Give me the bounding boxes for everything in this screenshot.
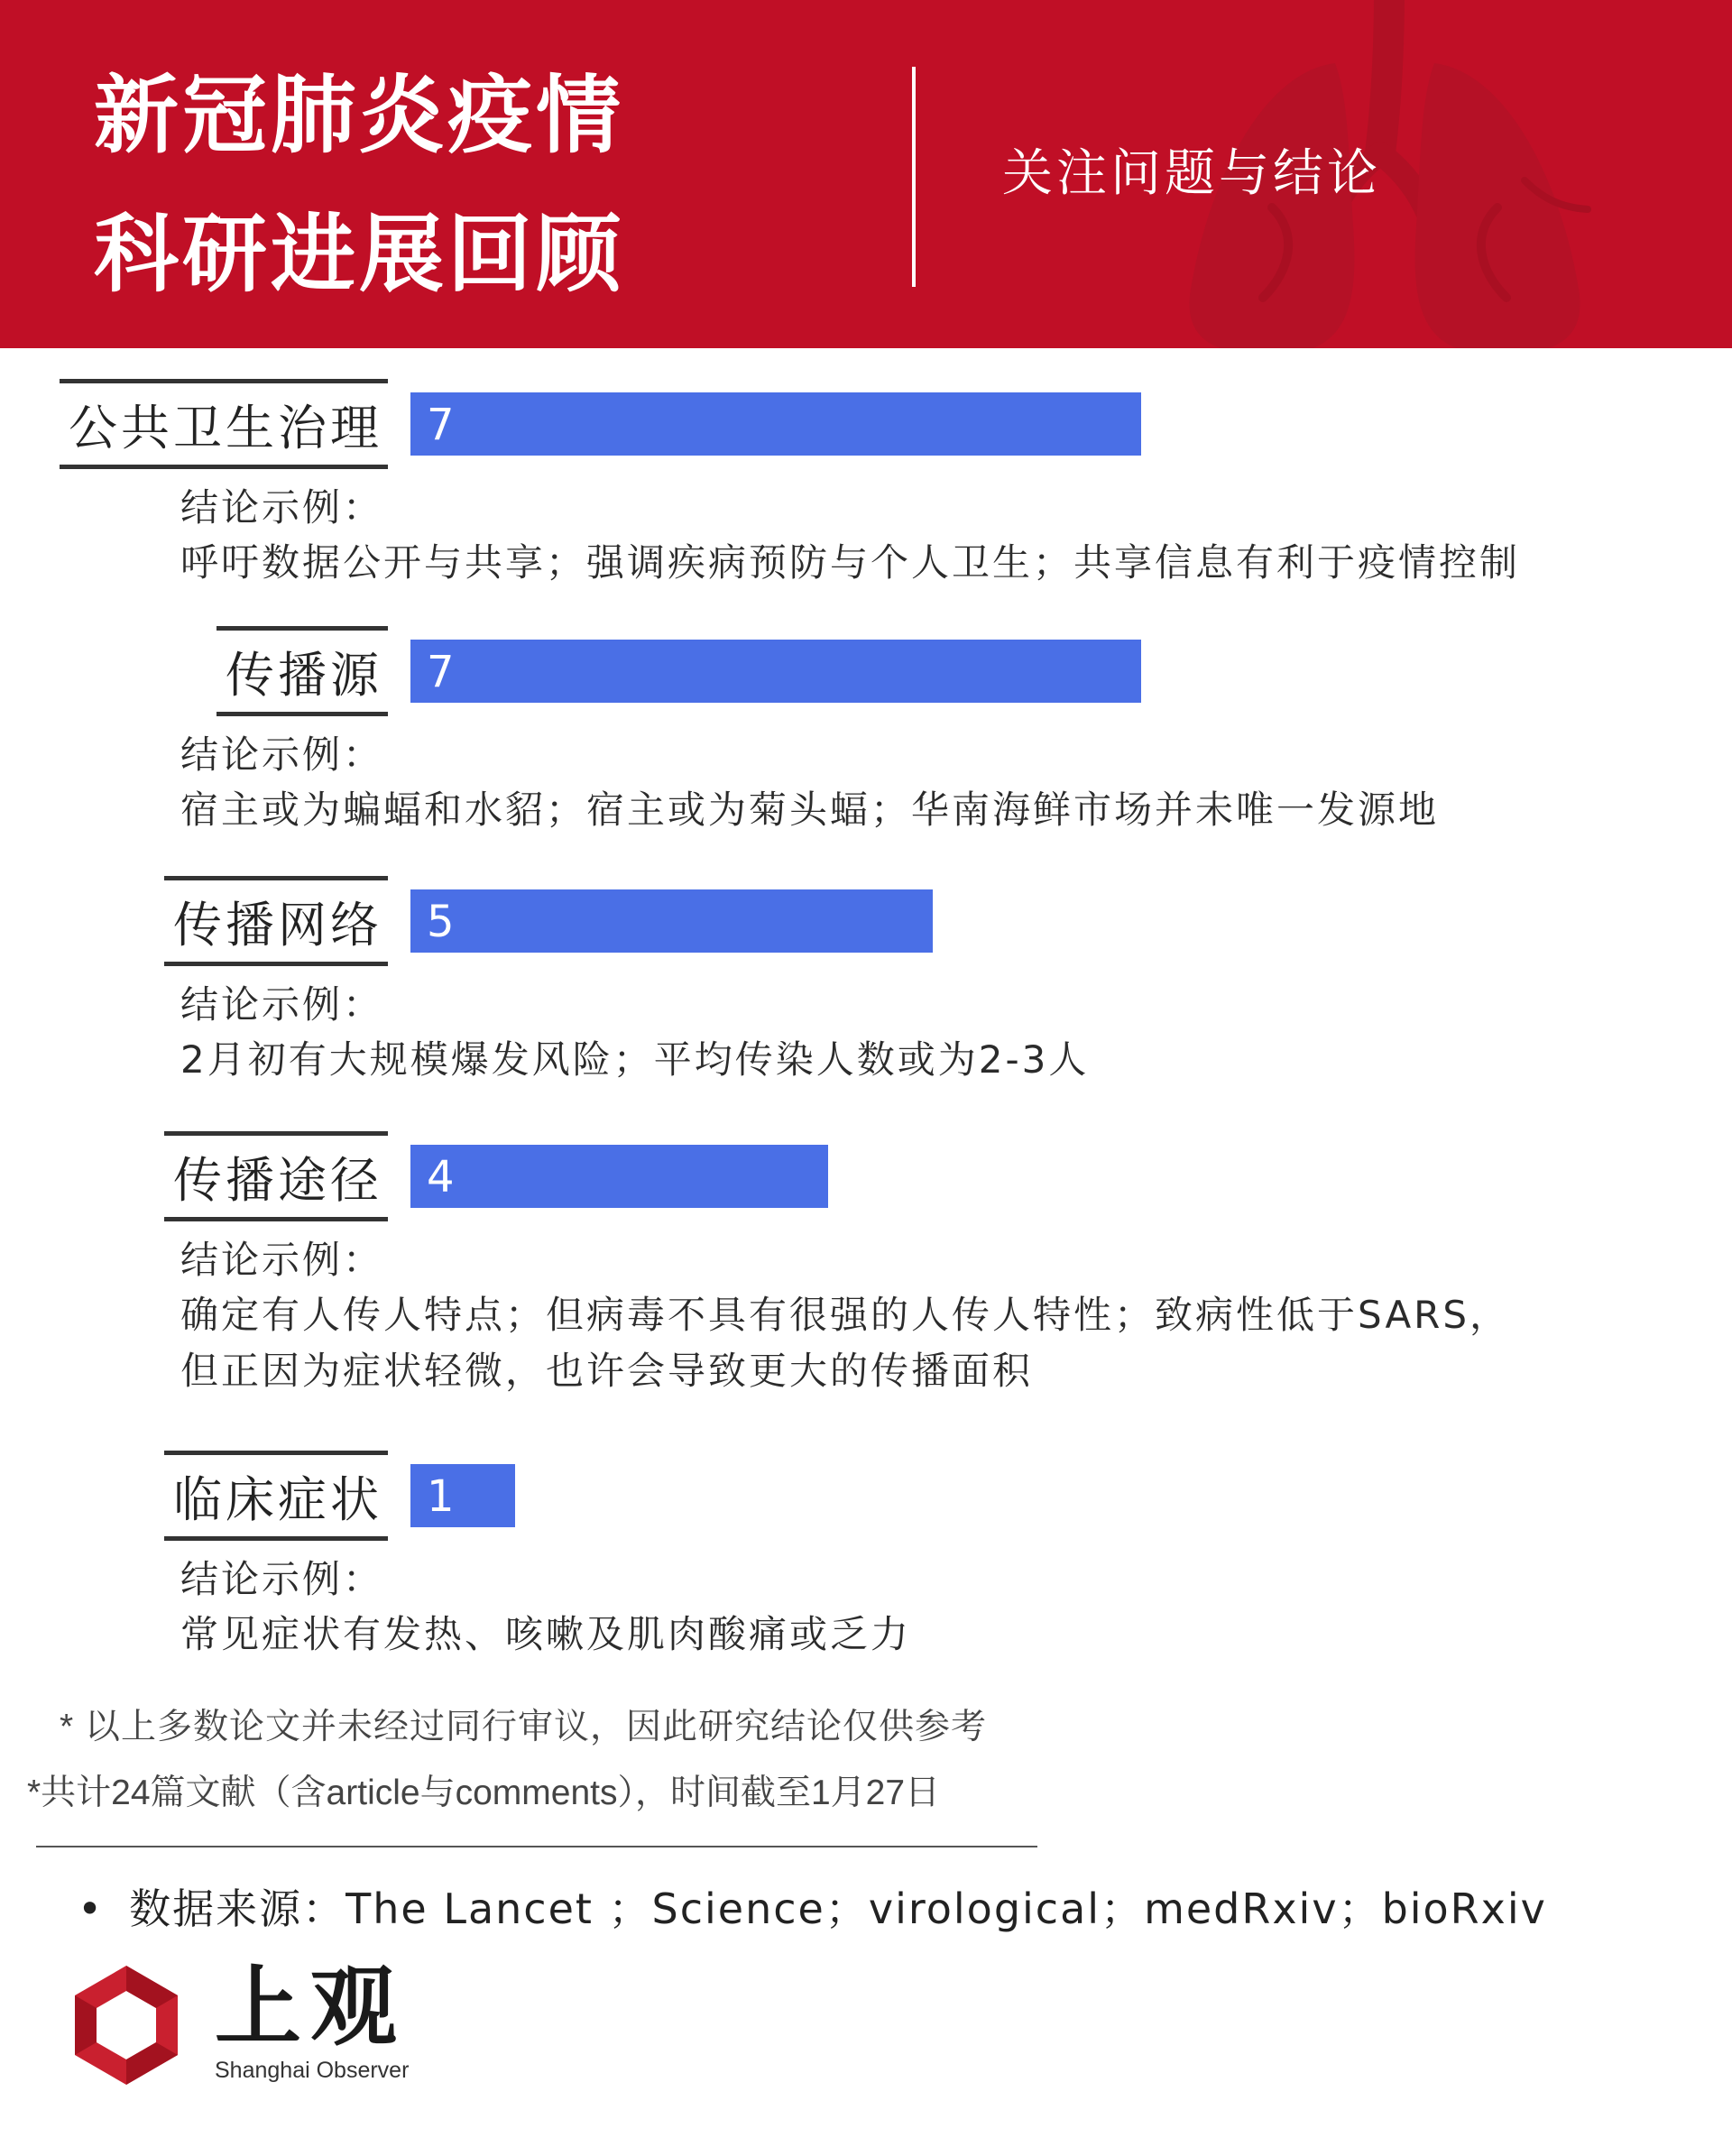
title-line-1: 新冠肺炎疫情 xyxy=(94,67,625,165)
example-heading: 结论示例： xyxy=(180,485,384,530)
bar-value-label: 4 xyxy=(427,1152,455,1202)
header-banner xyxy=(0,0,1732,348)
bar xyxy=(410,392,1141,456)
example-text: 但正因为症状轻微，也许会导致更大的传播面积 xyxy=(180,1349,1034,1393)
bar xyxy=(410,640,1141,703)
example-text: 2月初有大规模爆发风险；平均传染人数或为2-3人 xyxy=(180,1037,1090,1082)
bar-value-label: 7 xyxy=(427,400,455,450)
bar xyxy=(410,1145,828,1208)
category-label: 传播途径 xyxy=(164,1131,388,1221)
category-label: 公共卫生治理 xyxy=(60,379,388,469)
logo-mark-icon xyxy=(63,1962,189,2088)
header-subtitle: 关注问题与结论 xyxy=(1002,144,1381,203)
logo-english-text: Shanghai Observer xyxy=(215,2058,410,2083)
example-heading: 结论示例： xyxy=(180,982,384,1027)
peer-review-note: * 以上多数论文并未经过同行审议，因此研究结论仅供参考 xyxy=(60,1708,988,1746)
example-heading: 结论示例： xyxy=(180,732,384,777)
bar-value-label: 7 xyxy=(427,647,455,697)
category-label: 传播网络 xyxy=(164,876,388,966)
title-line-2: 科研进展回顾 xyxy=(94,206,625,304)
example-text: 常见症状有发热、咳嗽及肌肉酸痛或乏力 xyxy=(180,1612,912,1656)
footer-divider xyxy=(36,1846,1037,1847)
example-text: 确定有人传人特点；但病毒不具有很强的人传人特性；致病性低于SARS， xyxy=(180,1293,1511,1337)
example-text: 呼吁数据公开与共享；强调疾病预防与个人卫生；共享信息有利于疫情控制 xyxy=(180,540,1521,585)
literature-count-note: *共计24篇文献（含article与comments），时间截至1月27日 xyxy=(27,1774,941,1812)
bullet-icon: • xyxy=(78,1884,105,1933)
shanghai-observer-logo xyxy=(63,1956,442,2088)
category-label: 传播源 xyxy=(216,626,388,716)
example-heading: 结论示例： xyxy=(180,1238,384,1282)
category-label: 临床症状 xyxy=(164,1451,388,1541)
data-source-line xyxy=(78,1884,1547,1933)
bar-value-label: 1 xyxy=(427,1471,455,1522)
bar-value-label: 5 xyxy=(427,897,455,947)
data-source-text: 数据来源：The Lancet ；Science；virological；medRxiv；bioRxiv xyxy=(129,1884,1547,1933)
header-divider xyxy=(912,67,916,287)
example-text: 宿主或为蝙蝠和水貂；宿主或为菊头蝠；华南海鲜市场并未唯一发源地 xyxy=(180,788,1440,832)
bar-chart xyxy=(0,348,1732,1674)
logo-chinese-text: 上观 xyxy=(215,1956,406,2058)
example-heading: 结论示例： xyxy=(180,1557,384,1601)
bar xyxy=(410,889,933,953)
